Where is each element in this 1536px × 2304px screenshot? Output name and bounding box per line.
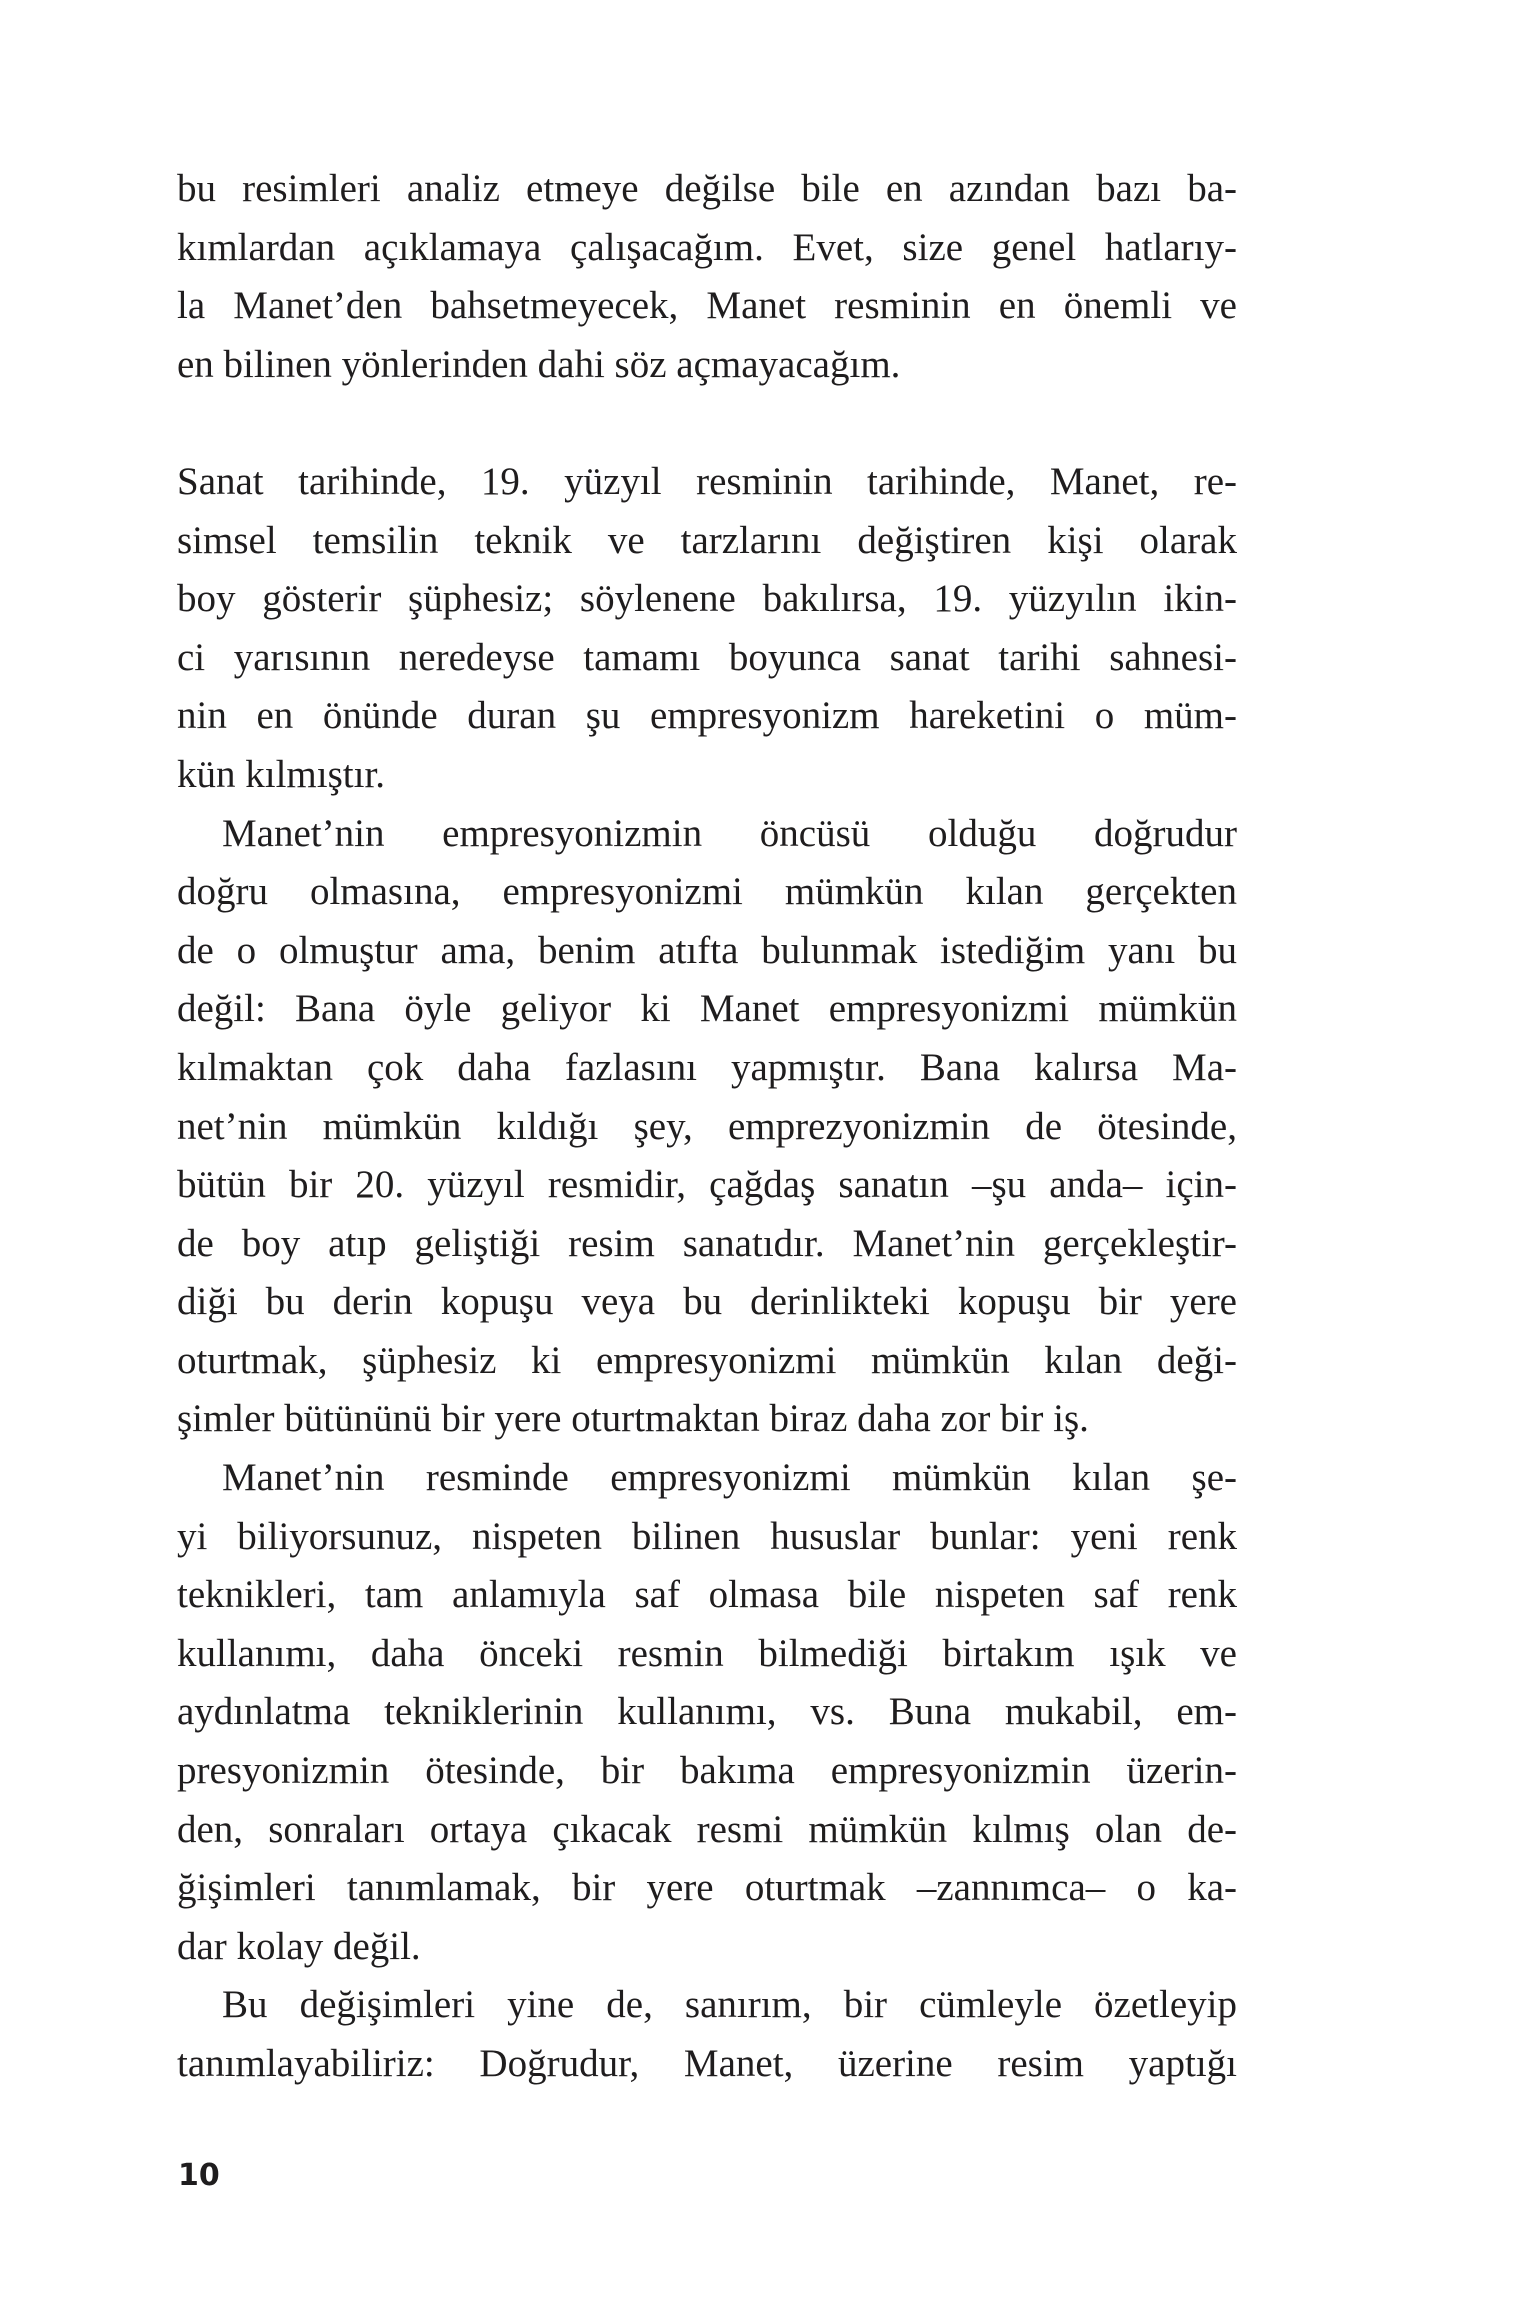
paragraph-spacer: [177, 394, 1237, 453]
text-line: kün kılmıştır.: [177, 752, 386, 796]
text-line: Sanat tarihinde, 19. yüzyıl resminin tarihinde, Manet, re-: [177, 459, 1237, 503]
text-line: yi biliyorsunuz, nispeten bilinen hususlar bunlar: yeni renk: [177, 1514, 1237, 1558]
paragraph-3: [177, 805, 1237, 1450]
text-line: presyonizmin ötesinde, bir bakıma empresyonizmin üzerin-: [177, 1749, 1237, 1793]
page-number: 10: [178, 2158, 220, 2193]
paragraph-1: [177, 160, 1237, 394]
paragraph-4: [177, 1449, 1237, 1976]
text-line: simsel temsilin teknik ve tarzlarını değiştiren kişi olarak: [177, 518, 1237, 562]
text-line: boy gösterir şüphesiz; söylenene bakılırsa, 19. yüzyılın ikin-: [177, 577, 1237, 621]
text-line: Manet’nin empresyonizmin öncüsü olduğu doğrudur: [222, 811, 1237, 855]
text-line: şimler bütününü bir yere oturtmaktan biraz daha zor bir iş.: [177, 1397, 1089, 1441]
body-text: [177, 160, 1237, 2094]
text-line: nin en önünde duran şu empresyonizm hareketini o müm-: [177, 694, 1237, 738]
text-line: oturtmak, şüphesiz ki empresyonizmi mümkün kılan deği-: [177, 1338, 1237, 1382]
text-line: kullanımı, daha önceki resmin bilmediği birtakım ışık ve: [177, 1631, 1237, 1675]
text-line: ci yarısının neredeyse tamamı boyunca sanat tarihi sahnesi-: [177, 635, 1237, 679]
text-line: Manet’nin resminde empresyonizmi mümkün kılan şe-: [222, 1456, 1237, 1500]
text-line: doğru olmasına, empresyonizmi mümkün kılan gerçekten: [177, 870, 1237, 914]
text-line: de o olmuştur ama, benim atıfta bulunmak istediğim yanı bu: [177, 928, 1237, 972]
text-line: den, sonraları ortaya çıkacak resmi mümkün kılmış olan de-: [177, 1807, 1237, 1851]
paragraph-5: [177, 1976, 1237, 2093]
text-line: de boy atıp geliştiği resim sanatıdır. Manet’nin gerçekleştir-: [177, 1221, 1237, 1265]
text-line: net’nin mümkün kıldığı şey, emprezyonizmin de ötesinde,: [177, 1104, 1237, 1148]
text-line: Bu değişimleri yine de, sanırım, bir cümleyle özetleyip: [222, 1983, 1237, 2027]
text-line: kımlardan açıklamaya çalışacağım. Evet, size genel hatlarıy-: [177, 225, 1237, 269]
text-line: en bilinen yönlerinden dahi söz açmayacağım.: [177, 342, 901, 386]
text-line: kılmaktan çok daha fazlasını yapmıştır. Bana kalırsa Ma-: [177, 1045, 1237, 1089]
text-line: bütün bir 20. yüzyıl resmidir, çağdaş sanatın –şu anda– için-: [177, 1163, 1237, 1207]
text-line: tanımlayabiliriz: Doğrudur, Manet, üzerine resim yaptığı: [177, 2042, 1237, 2085]
paragraph-2: [177, 453, 1237, 805]
text-line: dar kolay değil.: [177, 1924, 421, 1968]
text-line: la Manet’den bahsetmeyecek, Manet resminin en önemli ve: [177, 284, 1237, 328]
text-line: bu resimleri analiz etmeye değilse bile en azından bazı ba-: [177, 167, 1237, 210]
text-line: aydınlatma tekniklerinin kullanımı, vs. Buna mukabil, em-: [177, 1690, 1237, 1734]
text-line: teknikleri, tam anlamıyla saf olmasa bile nispeten saf renk: [177, 1573, 1237, 1617]
text-line: değil: Bana öyle geliyor ki Manet empresyonizmi mümkün: [177, 987, 1237, 1031]
text-line: ğişimleri tanımlamak, bir yere oturtmak –zannımca– o ka-: [177, 1866, 1237, 1910]
text-line: diği bu derin kopuşu veya bu derinlikteki kopuşu bir yere: [177, 1280, 1237, 1324]
